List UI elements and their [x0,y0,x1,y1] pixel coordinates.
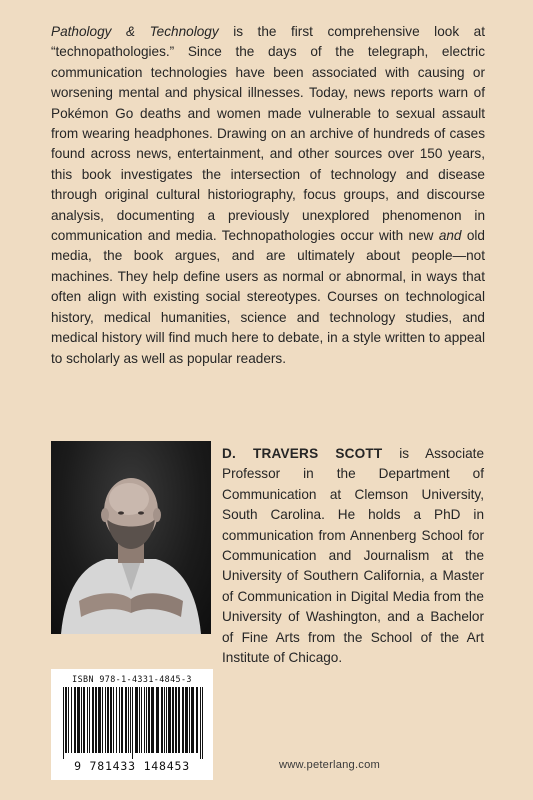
author-portrait-illustration [51,441,211,634]
author-bio-text: is Associate Professor in the Department of Communication at Clemson University, South Carolina. He holds a PhD in communication from Annenberg School for Communication and Journalism at the University of Southern California, a Master of Communication in Digital Media from the University of Washington, and a Bachelor of Fine Arts from the School of the Art Institute of Chicago. [222,446,485,666]
book-title-italic: Pathology & Technology [51,24,219,39]
description-emphasis: and [438,228,462,244]
book-description [51,22,485,369]
isbn-barcode [51,669,213,780]
barcode-bars [63,687,203,759]
description-text-part1: is the first comprehensive look at “technopathologies.” Since the days of the telegraph, electric communication technologies have been associated with causing or worsening mental and physical illnesses. Today, news reports warn of Pokémon Go deaths and women made vulnerable to sexual assault from wearing headphones. Drawing on an archive of hundreds of cases found across news, entertainment, and other sources over 150 years, this book investigates the intersection of technology and disease through original cultural historiography, focus groups, and discourse analysis, documenting a previously unexplored phenomenon in communication and media. Technopathologies occur with new [51,24,485,244]
isbn-label: ISBN 978-1-4331-4845-3 [72,674,192,684]
description-text-part2: old media, the book argues, and are ultimately about people—not machines. They help define users as normal or abnormal, in ways that often align with existing social stereotypes. Courses on technological history, medical humanities, science and technology studies, and medical history will find much here to debate, in a style written to appeal to scholarly as well as popular readers. [51,228,485,366]
author-name: D. TRAVERS SCOTT [222,446,383,461]
author-bio [222,444,484,668]
author-photo [51,441,211,634]
barcode-digits: 9 781433 148453 [74,759,190,773]
publisher-website: www.peterlang.com [279,759,381,771]
